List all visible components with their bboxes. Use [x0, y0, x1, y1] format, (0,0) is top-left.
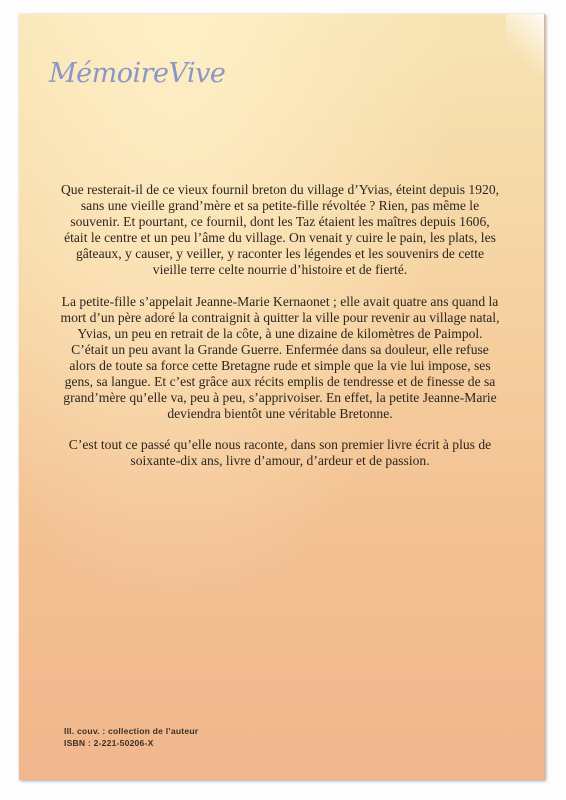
blurb-paragraph-3: C’est tout ce passé qu’elle nous raconte, dans son premier livre écrit à plus de soixante-dix ans, livre d’amour, d’ardeur et de passion.: [68, 437, 492, 469]
cover-credits: [64, 725, 198, 749]
cover-wear-highlight: [506, 14, 544, 74]
series-title: MémoireVive: [49, 58, 226, 89]
blurb-paragraph-1: Que resterait-il de ce vieux fournil breton du village d’Yvias, éteint depuis 1920, sans une vieille grand’mère et sa petite-fille révoltée ? Rien, pas même le souvenir. Et pourtant, ce fournil, dont les Taz étaient les maîtres depuis 1606, était le centre et un peu l’âme du village. On venait y cuire le pain, les plats, les gâteaux, y causer, y veiller, y raconter les légendes et les souvenirs de cette vieille terre celte nourrie d’histoire et de fierté.: [60, 182, 500, 278]
blurb-text: [60, 182, 500, 485]
book-back-cover: [19, 14, 545, 780]
illustration-credit: Ill. couv. : collection de l’auteur: [64, 726, 199, 736]
isbn: ISBN : 2-221-50206-X: [64, 738, 154, 748]
blurb-paragraph-2: La petite-fille s’appelait Jeanne-Marie Kernaonet ; elle avait quatre ans quand la mort d’un père adoré la contraignit à quitter la ville pour revenir au village natal, Yvias, un peu en retrait de la côte, à une dizaine de kilomètres de Paimpol. C’était un peu avant la Grande Guerre. Enfermée dans sa douleur, elle refuse alors de toute sa force cette Bretagne rude et simple que la vie lui impose, ses gens, sa langue. Et c’est grâce aux récits emplis de tendresse et de finesse de sa grand’mère qu’elle va, peu à peu, s’apprivoiser. En effet, la petite Jeanne-Marie deviendra bientôt une véritable Bretonne.: [60, 293, 500, 422]
